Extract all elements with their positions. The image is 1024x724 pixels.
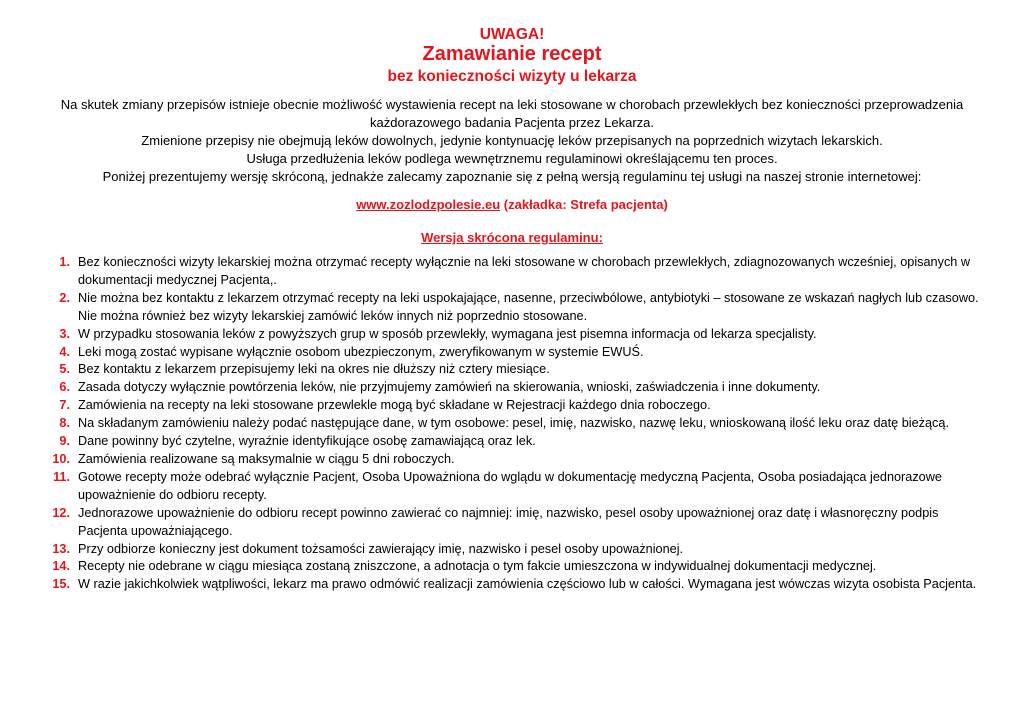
version-heading: Wersja skrócona regulaminu: [421,230,603,245]
page-subtitle: bez konieczności wizyty u lekarza [387,68,637,85]
rule-item [48,451,988,469]
rule-item [48,576,988,594]
rule-item [48,558,988,576]
rule-number: 4. [59,344,70,359]
rule-number: 12. [52,505,70,520]
intro-text [40,96,984,186]
website-link[interactable]: www.zozlodzpolesie.eu [356,197,501,212]
rule-text: Nie można bez kontaktu z lekarzem otrzymać recepty na leki uspokajające, nasenne, przeciwbólowe, antybiotyki – stosowane ze wskazań nagłych lub czasowo. Nie można również bez wizyty lekarskiej zamówić leków innych niż poprzednio stosowane. [78,290,979,323]
rule-item [48,344,988,362]
website-tab-note: (zakładka: Strefa pacjenta) [503,197,668,212]
intro-paragraph: Poniżej prezentujemy wersję skróconą, jednakże zalecamy zapoznanie się z pełną wersją regulaminu tej usługi na naszej stronie internetowej: [102,169,922,184]
rule-number: 14. [52,559,70,574]
rule-item [48,290,988,326]
rule-item [48,541,988,559]
rule-item [48,379,988,397]
page-title: Zamawianie recept [422,43,602,65]
rule-number: 1. [59,255,70,269]
rule-item [48,505,988,541]
rule-number: 5. [59,362,70,377]
rule-item [48,415,988,433]
rule-item [48,397,988,415]
rule-text: Recepty nie odebrane w ciągu miesiąca zostaną zniszczone, a adnotacja o tym fakcie umieszczona w indywidualnej dokumentacji medycznej. [78,559,877,574]
rule-item [48,433,988,451]
rule-text: Na składanym zamówieniu należy podać następujące dane, w tym osobowe: pesel, imię, nazwisko, nazwę leku, wnioskowaną ilość leku oraz datę bieżącą. [78,416,949,431]
intro-paragraph: Zmienione przepisy nie obejmują leków dowolnych, jedynie kontynuację leków przepisanych na poprzednich wizytach lekarskich. [141,133,883,148]
intro-paragraph: Na skutek zmiany przepisów istnieje obecnie możliwość wystawienia recept na leki stosowane w chorobach przewlekłych bez konieczności przeprowadzenia każdorazowego badania Pacjenta przez Lekarza. [60,97,964,130]
rule-text: Przy odbiorze konieczny jest dokument tożsamości zawierający imię, nazwisko i pesel osoby upoważnionej. [78,541,684,556]
rule-text: Zasada dotyczy wyłącznie powtórzenia leków, nie przyjmujemy zamówień na skierowania, wnioski, zaświadczenia i inne dokumenty. [78,380,821,395]
rule-text: Bez konieczności wizyty lekarskiej można otrzymać recepty wyłącznie na leki stosowane w chorobach przewlekłych, zdiagnozowanych wcześniej, opisanych w dokumentacji medycznej Pacjenta,. [78,255,971,287]
rule-text: Bez kontaktu z lekarzem przepisujemy leki na okres nie dłuższy niż cztery miesiące. [78,362,550,377]
rule-item [48,469,988,505]
rule-item [48,361,988,379]
rule-number: 8. [59,416,70,431]
rules-list [48,254,988,594]
rule-number: 2. [59,290,70,305]
rule-text: Zamówienia na recepty na leki stosowane przewlekle mogą być składane w Rejestracji każdego dnia roboczego. [78,398,711,413]
rule-text: Zamówienia realizowane są maksymalnie w ciągu 5 dni roboczych. [78,451,455,466]
rule-text: Leki mogą zostać wypisane wyłącznie osobom ubezpieczonym, zweryfikowanym w systemie EWUŚ. [78,344,644,359]
rule-text: Dane powinny być czytelne, wyraźnie identyfikujące osobę zamawiającą oraz lek. [78,434,536,449]
rule-number: 7. [59,398,70,413]
rule-number: 9. [59,434,70,449]
warning-heading: UWAGA! [479,26,545,43]
rule-text: W przypadku stosowania leków z powyższych grup w sposób przewlekły, wymagana jest pisemna informacja od lekarza specjalisty. [78,326,817,341]
rule-number: 6. [59,380,70,395]
rule-text: Jednorazowe upoważnienie do odbioru recept powinno zawierać co najmniej: imię, nazwisko, pesel osoby upoważnionej oraz datę i własnoręczny podpis Pacjenta upoważniającego. [78,505,939,538]
rule-text: Gotowe recepty może odebrać wyłącznie Pacjent, Osoba Upoważniona do wglądu w dokumentację medyczną Pacjenta, Osoba posiadająca jednorazowe upoważnienie do odbioru recepty. [78,469,942,502]
rule-number: 15. [52,577,70,592]
rule-number: 10. [52,451,70,466]
website-line [0,196,1024,214]
rule-number: 13. [52,541,70,556]
rule-item [48,254,988,290]
intro-paragraph: Usługa przedłużenia leków podlega wewnętrznemu regulaminowi określającemu ten proces. [246,151,778,166]
rule-item [48,326,988,344]
rule-text: W razie jakichkolwiek wątpliwości, lekarz ma prawo odmówić realizacji zamówienia częściowo lub w całości. Wymagana jest wówczas wizyta osobista Pacjenta. [78,577,977,592]
rule-number: 11. [53,469,70,484]
rule-number: 3. [59,326,70,341]
